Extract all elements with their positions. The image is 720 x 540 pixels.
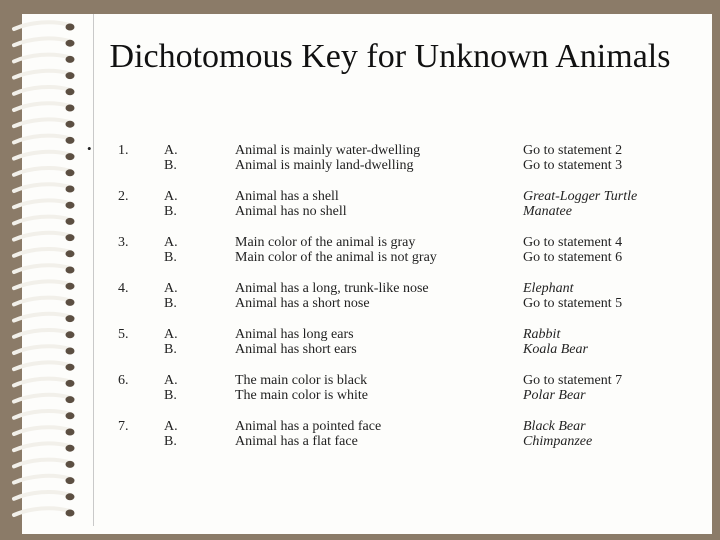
option-b-result: Manatee [523, 204, 572, 219]
option-a-result: Elephant [523, 281, 574, 296]
option-b-letter: B. [164, 388, 177, 403]
option-a-text: Animal has a pointed face [235, 419, 382, 434]
option-a-letter: A. [164, 235, 178, 250]
option-a-letter: A. [164, 373, 178, 388]
option-a-text: Animal has long ears [235, 327, 354, 342]
option-a-text: The main color is black [235, 373, 368, 388]
key-row-5 [0, 327, 720, 361]
key-row-3 [0, 235, 720, 269]
spiral-ring [14, 119, 70, 126]
option-b-result: Koala Bear [523, 342, 588, 357]
binding-hole [66, 510, 75, 517]
page-title: Dichotomous Key for Unknown Animals [109, 38, 671, 75]
option-a-result: Great-Logger Turtle [523, 189, 638, 204]
statement-number: 5. [118, 327, 129, 342]
option-b-text: Animal is mainly land-dwelling [235, 158, 414, 173]
option-results [523, 281, 713, 311]
option-b-letter: B. [164, 204, 177, 219]
statement-number: 1. [118, 143, 129, 158]
spiral-ring [14, 55, 70, 62]
option-b-text: Animal has no shell [235, 204, 347, 219]
option-a-text: Animal is mainly water-dwelling [235, 143, 421, 158]
statement-number: 7. [118, 419, 129, 434]
spiral-ring [14, 38, 70, 45]
option-results [523, 419, 713, 449]
option-a-text: Main color of the animal is gray [235, 235, 416, 250]
option-b-text: Animal has a short nose [235, 296, 370, 311]
notebook-page [22, 14, 712, 534]
binding-hole [66, 105, 75, 112]
option-a-result: Go to statement 7 [523, 373, 623, 388]
spiral-ring [14, 71, 70, 78]
binding-hole [66, 461, 75, 468]
option-a-text: Animal has a long, trunk-like nose [235, 281, 429, 296]
spiral-ring [14, 460, 70, 467]
spiral-ring [14, 136, 70, 143]
binding-hole [66, 40, 75, 47]
spiral-ring [14, 476, 70, 483]
option-b-text: The main color is white [235, 388, 368, 403]
binding-hole [66, 364, 75, 371]
spiral-ring [14, 362, 70, 369]
option-descriptions [235, 235, 515, 265]
bullet-marker: • [87, 141, 92, 156]
option-b-letter: B. [164, 434, 177, 449]
key-row-6 [0, 373, 720, 407]
option-a-letter: A. [164, 419, 178, 434]
spiral-ring [14, 103, 70, 110]
option-b-result: Chimpanzee [523, 434, 593, 449]
option-a-text: Animal has a shell [235, 189, 339, 204]
statement-number: 6. [118, 373, 129, 388]
option-b-result: Go to statement 3 [523, 158, 623, 173]
key-row-4 [0, 281, 720, 315]
option-a-letter: A. [164, 189, 178, 204]
option-a-result: Rabbit [523, 327, 561, 342]
option-b-letter: B. [164, 296, 177, 311]
binding-hole [66, 72, 75, 79]
key-row-2 [0, 189, 720, 223]
option-b-text: Main color of the animal is not gray [235, 250, 437, 265]
statement-number: 4. [118, 281, 129, 296]
binding-hole [66, 121, 75, 128]
spiral-ring [14, 22, 70, 29]
option-b-letter: B. [164, 158, 177, 173]
binding-hole [66, 493, 75, 500]
option-b-text: Animal has short ears [235, 342, 357, 357]
binding-hole [66, 315, 75, 322]
option-a-result: Go to statement 4 [523, 235, 623, 250]
binding-hole [66, 56, 75, 63]
spiral-ring [14, 87, 70, 94]
option-descriptions [235, 373, 515, 403]
statement-number: 3. [118, 235, 129, 250]
option-results [523, 373, 713, 403]
option-descriptions [235, 281, 515, 311]
option-results [523, 235, 713, 265]
option-a-letter: A. [164, 281, 178, 296]
option-a-result: Go to statement 2 [523, 143, 623, 158]
option-letters [164, 327, 178, 357]
spiral-ring [14, 492, 70, 499]
option-descriptions [235, 143, 515, 173]
key-row-7 [0, 419, 720, 453]
option-a-result: Black Bear [523, 419, 586, 434]
key-row-1 [0, 143, 720, 177]
option-results [523, 327, 713, 357]
option-letters [164, 281, 178, 311]
option-a-letter: A. [164, 327, 178, 342]
option-a-letter: A. [164, 143, 178, 158]
binding-hole [66, 88, 75, 95]
statement-number: 2. [118, 189, 129, 204]
binding-hole [66, 24, 75, 31]
option-b-text: Animal has a flat face [235, 434, 358, 449]
option-results [523, 189, 713, 219]
option-b-result: Polar Bear [523, 388, 586, 403]
option-results [523, 143, 713, 173]
option-b-letter: B. [164, 250, 177, 265]
option-letters [164, 235, 178, 265]
option-descriptions [235, 327, 515, 357]
option-b-result: Go to statement 5 [523, 296, 623, 311]
spiral-ring [14, 508, 70, 515]
option-b-letter: B. [164, 342, 177, 357]
option-letters [164, 189, 178, 219]
option-letters [164, 373, 178, 403]
option-letters [164, 143, 178, 173]
spiral-ring [14, 411, 70, 418]
option-descriptions [235, 419, 515, 449]
option-letters [164, 419, 178, 449]
option-descriptions [235, 189, 515, 219]
binding-hole [66, 477, 75, 484]
option-b-result: Go to statement 6 [523, 250, 623, 265]
